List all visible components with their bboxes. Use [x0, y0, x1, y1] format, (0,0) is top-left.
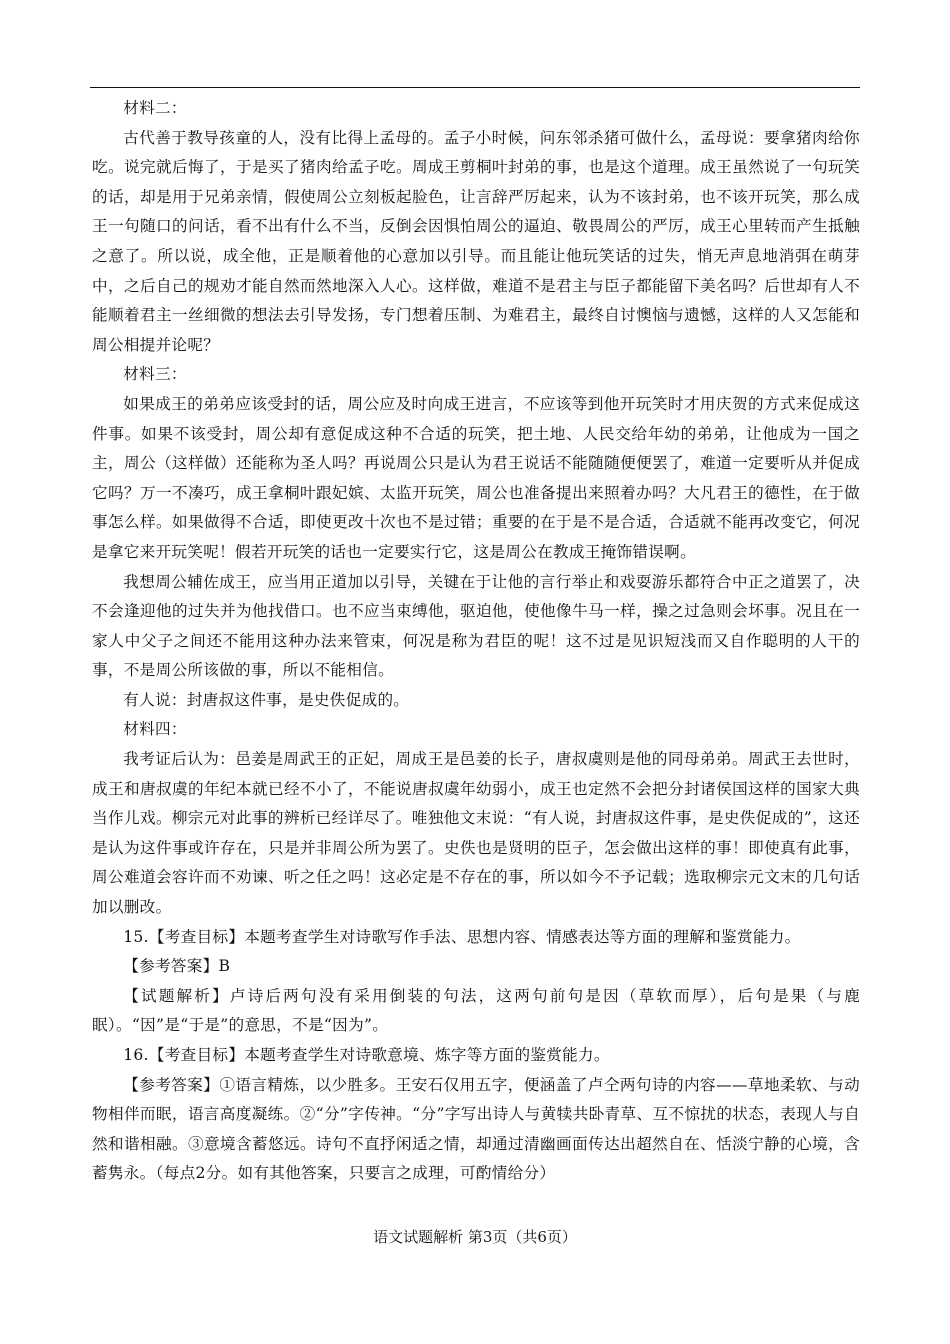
q16-target: 16.【考查目标】本题考查学生对诗歌意境、炼字等方面的鉴赏能力。	[123, 1046, 610, 1064]
document-body	[92, 94, 860, 1189]
q15-analysis: 【试题解析】卢诗后两句没有采用倒装的句法，这两句前句是因（草软而厚），后句是果（与鹿眠）。“因”是“于是”的意思，不是“因为”。	[92, 986, 860, 1035]
q15-answer: 【参考答案】B	[123, 957, 231, 976]
page-footer: 语文试题解析 第3页（共6页）	[373, 1228, 577, 1246]
header-rule	[90, 87, 860, 88]
q15-target: 15.【考查目标】本题考查学生对诗歌写作手法、思想内容、情感表达等方面的理解和鉴赏能力。	[123, 927, 801, 946]
material-4-paragraph: 我考证后认为：邑姜是周武王的正妃，周成王是邑姜的长子，唐叔虞则是他的同母弟弟。周武王去世时，成王和唐叔虞的年纪本就已经不小了，不能说唐叔虞年幼弱小，成王也定然不会把分封诸侯国这样的国家大典当作儿戏。柳宗元对此事的辨析已经详尽了。唯独他文末说：“有人说，封唐叔这件事，是史佚促成的”，这还是认为这件事或许存在，只是并非周公所为罢了。史佚也是贤明的臣子，怎会做出这样的事！即使真有此事，周公难道会容许而不劝谏、听之任之吗！这必定是不存在的事，所以如今不予记载；选取柳宗元文末的几句话加以删改。	[92, 750, 860, 917]
material-4-label: 材料四：	[123, 720, 187, 739]
material-3-paragraph-3: 有人说：封唐叔这件事，是史佚促成的。	[123, 690, 410, 709]
material-2-label: 材料二：	[123, 99, 187, 117]
material-3-paragraph-1: 如果成王的弟弟应该受封的话，周公应及时向成王进言，不应该等到他开玩笑时才用庆贺的方式来促成这件事。如果不该受封，周公却有意促成这种不合适的玩笑，把土地、人民交给年幼的弟弟，让他成为一国之主，周公（这样做）还能称为圣人吗？再说周公只是认为君王说话不能随随便便罢了，难道一定要听从并促成它吗？万一不凑巧，成王拿桐叶跟妃嫔、太监开玩笑，周公也准备提出来照着办吗？大凡君王的德性，在于做事怎么样。如果做得不合适，即使更改十次也不是过错；重要的在于是不是合适，合适就不能再改变它，何况是拿它来开玩笑呢！假若开玩笑的话也一定要实行它，这是周公在教成王掩饰错误啊。	[92, 394, 860, 561]
material-2-paragraph: 古代善于教导孩童的人，没有比得上孟母的。孟子小时候，问东邻杀猪可做什么，孟母说：要拿猪肉给你吃。说完就后悔了，于是买了猪肉给孟子吃。周成王剪桐叶封弟的事，也是这个道理。成王虽然说了一句玩笑的话，却是用于兄弟亲情，假使周公立刻板起脸色，让言辞严厉起来，认为不该封弟，也不该开玩笑，那么成王一句随口的问话，看不出有什么不当，反倒会因惧怕周公的逼迫、敬畏周公的严厉，成王心里转而产生抵触之意了。所以说，成全他，正是顺着他的心意加以引导。而且能让他玩笑话的过失，悄无声息地消弭在萌芽中，之后自己的规劝才能自然而然地深入人心。这样做，难道不是君主与臣子都能留下美名吗？后世却有人不能顺着君主一丝细微的想法去引导发扬，专门想着压制、为难君主，最终自讨懊恼与遗憾，这样的人又怎能和周公相提并论呢？	[92, 128, 860, 354]
material-3-label: 材料三：	[123, 365, 187, 384]
material-3-paragraph-2: 我想周公辅佐成王，应当用正道加以引导，关键在于让他的言行举止和戏耍游乐都符合中正之道罢了，决不会逢迎他的过失并为他找借口。也不应当束缚他，驱迫他，使他像牛马一样，操之过急则会坏事。况且在一家人中父子之间还不能用这种办法来管束，何况是称为君臣的呢！这不过是见识短浅而又自作聪明的人干的事，不是周公所该做的事，所以不能相信。	[92, 572, 860, 680]
q16-answer: 【参考答案】①语言精炼，以少胜多。王安石仅用五字，便涵盖了卢仝两句诗的内容——草地柔软、与动物相伴而眠，语言高度凝练。②“分”字传神。“分”字写出诗人与黄犊共卧青草、互不惊扰的状态，表现人与自然和谐相融。③意境含蓄悠远。诗句不直抒闲适之情，却通过清幽画面传达出超然自在、恬淡宁静的心境，含蓄隽永。（每点2分。如有其他答案，只要言之成理，可酌情给分）	[92, 1075, 860, 1183]
